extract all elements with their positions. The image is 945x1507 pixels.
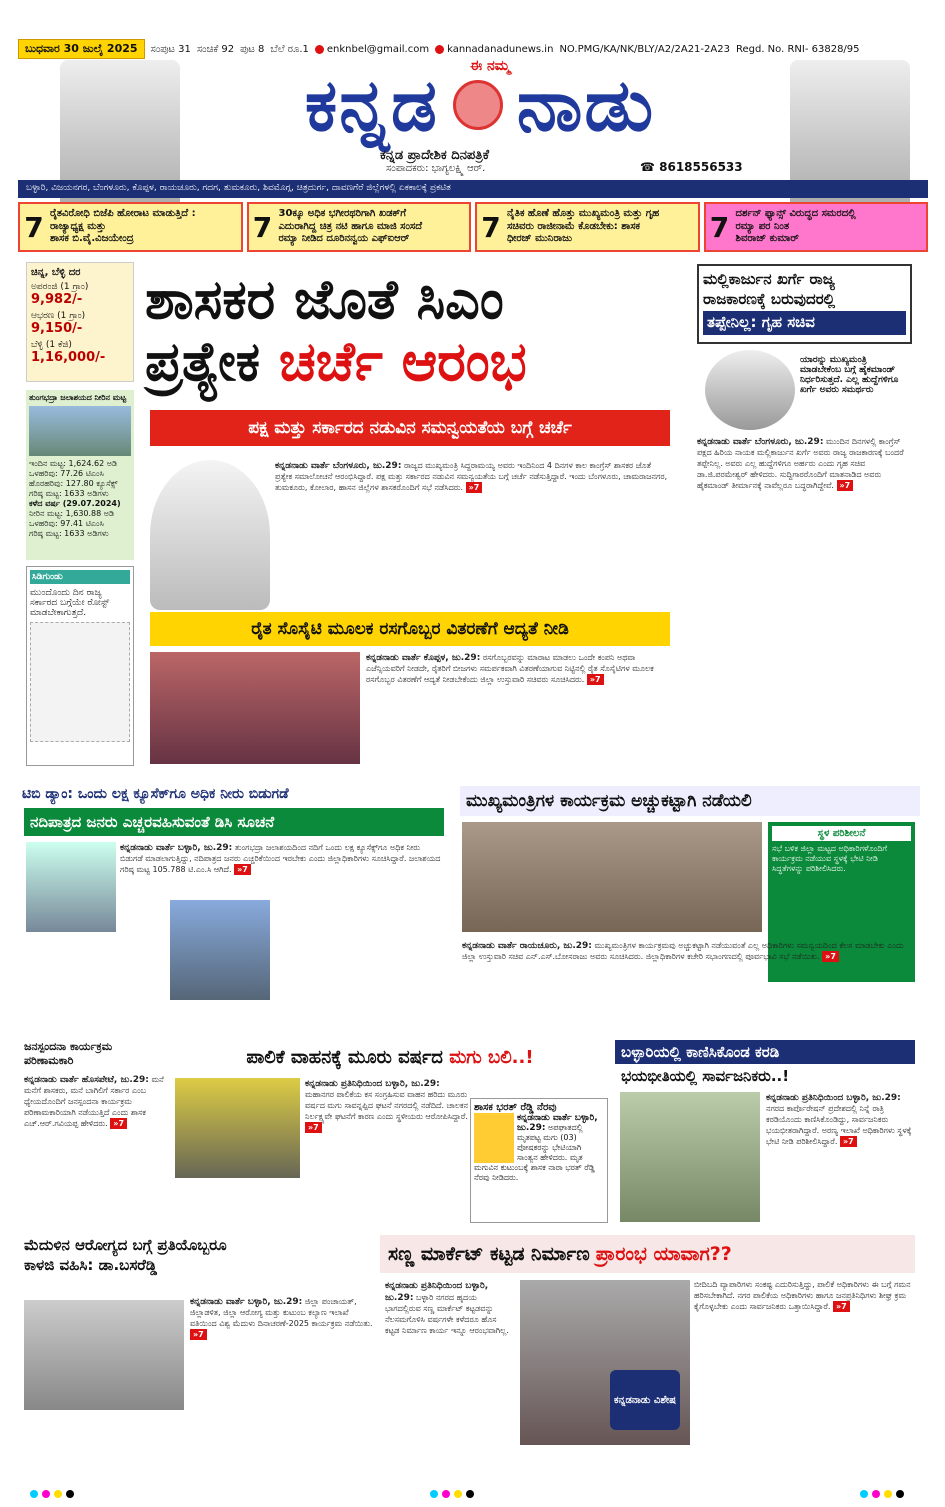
fertilizer-meeting-photo [150,652,360,764]
brain-health-body: ಕನ್ನಡನಾಡು ವಾರ್ತೆ ಬಳ್ಳಾರಿ, ಜು.29: ಜಿಲ್ಲಾ ಪಂಚಾಯತ್, ಜಿಲ್ಲಾಡಳಿತ, ಜಿಲ್ಲಾ ಆರೋಗ್ಯ ಮತ್ತು ಕುಟುಂಬ ಕಲ್ಯಾಣ ಇಲಾಖೆ ವತಿಯಿಂದ ವಿಶ್ವ ಮೆದುಳು ದಿನಾಚರಣೆ-2025 ಕಾರ್ಯಕ್ರಮ ನಡೆಯಿತು. »7 [190,1297,373,1339]
cm-program-title[interactable]: ಮುಖ್ಯಮಂತ್ರಿಗಳ ಕಾರ್ಯಕ್ರಮ ಅಚ್ಚುಕಟ್ಟಾಗಿ ನಡೆಯಲಿ [460,786,920,816]
lead-deck: ಪಕ್ಷ ಮತ್ತು ಸರ್ಕಾರದ ನಡುವಿನ ಸಮನ್ವಯತೆಯ ಬಗ್ಗೆ ಚರ್ಚೆ [150,410,670,446]
registration-marks-left [30,1490,74,1498]
page-count: ಪುಟ 8 [240,43,265,55]
market-body-2: ಬೀದಿಬದಿ ವ್ಯಾಪಾರಿಗಳು ಸಂಕಷ್ಟ ಎದುರಿಸುತ್ತಿದ್ದು, ಪಾಲಿಕೆ ಅಧಿಕಾರಿಗಳು ಈ ಬಗ್ಗೆ ಗಮನ ಹರಿಸಬೇಕಾಗಿದೆ. ನಗರ ಪಾಲಿಕೆಯ ಅಧಿಕಾರಿಗಳು ಹಾಗೂ ಜನಪ್ರತಿನಿಧಿಗಳು ಶೀಘ್ರ ಕ್ರಮ ಕೈಗೊಳ್ಳಬೇಕು ಎಂದು ಸಾರ್ವಜನಿಕರು ಒತ್ತಾಯಿಸಿದ್ದಾರೆ. »7 [694,1280,911,1311]
bharat-reddy-box: ಶಾಸಕ ಭರತ್ ರೆಡ್ಡಿ ನೆರವು ಕನ್ನಡನಾಡು ವಾರ್ತೆ ಬಳ್ಳಾರಿ, ಜು.29: ಅಪಘಾತದಲ್ಲಿ ಮೃತಪಟ್ಟ ಮಗು (03) ಪೋಷಕರನ್ನು ಭೇಟಿಯಾಗಿ ಸಾಂತ್ವನ ಹೇಳಿದರು. ಮೃತ ಮಗುವಿನ ಕುಟುಂಬಕ್ಕೆ ಶಾಸಕ ನಾರಾ ಭರತ್ ರೆಡ್ಡಿ ನೆರವು ನೀಡಿದರು. [470,1098,608,1223]
website-link[interactable]: kannadanadunews.in [435,44,553,55]
special-badge: ಕನ್ನಡನಾಡು ವಿಶೇಷ [610,1370,680,1430]
brain-health-headline[interactable]: ಮೆದುಳಿನ ಆರೋಗ್ಯದ ಬಗ್ಗೆ ಪ್ರತಿಯೊಬ್ಬರೂ ಕಾಳಜಿ ವಹಿಸಿ: ಡಾ.ಬಸರೆಡ್ಡಿ [24,1236,227,1275]
masthead-word-2: ನಾಡು [516,61,656,147]
cm-meeting-photo [462,822,762,932]
lead-body: ಕನ್ನಡನಾಡು ವಾರ್ತೆ ಬೆಂಗಳೂರು, ಜು.29: ರಾಜ್ಯದ ಮುಖ್ಯಮಂತ್ರಿ ಸಿದ್ದರಾಮಯ್ಯ ಅವರು ಇಂದಿನಿಂದ 4 ದಿನಗಳ ಕಾಲ ಕಾಂಗ್ರೆಸ್ ಶಾಸಕರ ಜೊತೆ ಪ್ರತ್ಯೇಕ ಸಮಾಲೋಚನೆ ಆರಂಭಿಸಿದ್ದಾರೆ. ಪಕ್ಷ ಮತ್ತು ಸರ್ಕಾರದ ನಡುವಿನ ಸಮನ್ವಯತೆಯ ಬಗ್ಗೆ ಚರ್ಚೆ ನಡೆಸುತ್ತಿದ್ದಾರೆ. ಇಂದು ಬೆಂಗಳೂರು, ಚಾಮರಾಜನಗರ, ತುಮಕೂರು, ಕೋಲಾರ, ಹಾಸನ ಜಿಲ್ಲೆಗಳ ಶಾಸಕರೊಂದಿಗೆ ಸಭೆ ನಡೆಸಿದರು. »7 [275,461,668,492]
promo-1[interactable]: 7 ರೈತವಿರೋಧಿ ಬಿಜೆಪಿ ಹೋರಾಟ ಮಾಡುತ್ತಿದೆ : ರಾಜ್ಯಾಧ್ಯಕ್ಷ ಮತ್ತು ಶಾಸಕ ಬಿ.ವೈ.ವಿಜಯೇಂದ್ರ [18,202,243,252]
kharge-headline[interactable]: ಮಲ್ಲಿಕಾರ್ಜುನ ಖರ್ಗೆ ರಾಜ್ಯ ರಾಜಕಾರಣಕ್ಕೆ ಬರುವುದರಲ್ಲಿ ತಪ್ಪೇನಿಲ್ಲ: ಗೃಹ ಸಚಿವ [697,264,912,344]
janaspandana-body: ಕನ್ನಡನಾಡು ವಾರ್ತೆ ಹೊಸಪೇಟೆ, ಜು.29: ಮನೆ ಮನೆಗೆ ಶಾಸಕರು, ಮನೆ ಬಾಗಿಲಿಗೆ ಸರ್ಕಾರ ಎಂಬ ಧ್ಯೇಯದೊಂದಿಗೆ ಜನಸ್ಪಂದನಾ ಕಾರ್ಯಕ್ರಮ ಪರಿಣಾಮಕಾರಿಯಾಗಿ ನಡೆಯುತ್ತಿದೆ ಎಂದು ಶಾಸಕ ಎಚ್.ಆರ್.ಗವಿಯಪ್ಪ ಹೇಳಿದರು. »7 [24,1075,164,1128]
cm-program-body: ಕನ್ನಡನಾಡು ವಾರ್ತೆ ರಾಯಚೂರು, ಜು.29: ಮುಖ್ಯಮಂತ್ರಿಗಳ ಕಾರ್ಯಕ್ರಮವು ಅಚ್ಚುಕಟ್ಟಾಗಿ ನಡೆಯುವಂತೆ ಎಲ್ಲ ಅಧಿಕಾರಿಗಳು ಸಮನ್ವಯದಿಂದ ಕೆಲಸ ಮಾಡಬೇಕು ಎಂದು ಜಿಲ್ಲಾ ಉಸ್ತುವಾರಿ ಸಚಿವ ಎನ್.ಎಸ್.ಬೋಸರಾಜು ಅವರು ಸೂಚಿಸಿದರು. ಜಿಲ್ಲಾಧಿಕಾರಿಗಳ ಕಚೇರಿ ಸಭಾಂಗಣದಲ್ಲಿ ಪೂರ್ವಭಾವಿ ಸಭೆ ನಡೆಯಿತು. »7 [462,941,904,962]
palike-body: ಕನ್ನಡನಾಡು ಪ್ರತಿನಿಧಿಯಿಂದ ಬಳ್ಳಾರಿ, ಜು.29: ಮಹಾನಗರ ಪಾಲಿಕೆಯ ಕಸ ಸಂಗ್ರಹಿಸುವ ವಾಹನ ಹರಿದು ಮೂರು ವರ್ಷದ ಮಗು ಸಾವನ್ನಪ್ಪಿದ ಘಟನೆ ನಗರದಲ್ಲಿ ನಡೆದಿದೆ. ಚಾಲಕನ ನಿರ್ಲಕ್ಷ್ಯವೇ ಘಟನೆಗೆ ಕಾರಣ ಎಂದು ಸ್ಥಳೀಯರು ಆರೋಪಿಸಿದ್ದಾರೆ. »7 [305,1079,469,1132]
bear-body: ಕನ್ನಡನಾಡು ಪ್ರತಿನಿಧಿಯಿಂದ ಬಳ್ಳಾರಿ, ಜು.29: ನಗರದ ಕಾರ್ಪೊರೇಷನ್ ಪ್ರದೇಶದಲ್ಲಿ ನಿನ್ನೆ ರಾತ್ರಿ ಕರಡಿಯೊಂದು ಕಾಣಿಸಿಕೊಂಡಿದ್ದು, ಸಾರ್ವಜನಿಕರು ಭಯಭೀತರಾಗಿದ್ದಾರೆ. ಅರಣ್ಯ ಇಲಾಖೆ ಅಧಿಕಾರಿಗಳು ಸ್ಥಳಕ್ಕೆ ಭೇಟಿ ನೀಡಿ ಪರಿಶೀಲಿಸಿದ್ದಾರೆ. »7 [766,1093,912,1146]
globe-icon [435,45,444,54]
tb-dam-body: ಕನ್ನಡನಾಡು ವಾರ್ತೆ ಬಳ್ಳಾರಿ, ಜು.29: ತುಂಗಭದ್ರಾ ಜಲಾಶಯದಿಂದ ನದಿಗೆ ಒಂದು ಲಕ್ಷ ಕ್ಯೂಸೆಕ್ಸ್‌ಗೂ ಅಧಿಕ ನೀರು ಬಿಡುಗಡೆ ಮಾಡಲಾಗುತ್ತಿದ್ದು, ನದಿಪಾತ್ರದ ಜನರು ಎಚ್ಚರಿಕೆಯಿಂದ ಇರಬೇಕು ಎಂದು ಜಿಲ್ಲಾಧಿಕಾರಿಗಳು ಸೂಚಿಸಿದ್ದಾರೆ. ಜಲಾಶಯದ ಗರಿಷ್ಠ ಮಟ್ಟ 105.788 ಟಿ.ಎಂ.ಸಿ ಆಗಿದೆ. »7 [120,843,441,874]
registration-marks-center [430,1490,474,1498]
bharat-reddy-photo [474,1113,514,1163]
masthead-subtitle: ಕನ್ನಡ ಪ್ರಾದೇಶಿಕ ದಿನಪತ್ರಿಕೆ [380,148,490,163]
market-body-1: ಕನ್ನಡನಾಡು ಪ್ರತಿನಿಧಿಯಿಂದ ಬಳ್ಳಾರಿ, ಜು.29: ಬಳ್ಳಾರಿ ನಗರದ ಹೃದಯ ಭಾಗದಲ್ಲಿರುವ ಸಣ್ಣ ಮಾರ್ಕೆಟ್ ಕಟ್ಟಡವನ್ನು ನೆಲಸಮಗೊಳಿಸಿ ವರ್ಷಗಳೇ ಕಳೆದರೂ ಹೊಸ ಕಟ್ಟಡ ನಿರ್ಮಾಣ ಕಾರ್ಯ ಇನ್ನೂ ಆರಂಭವಾಗಿಲ್ಲ. [385,1281,509,1335]
home-minister-photo [705,350,795,430]
promo-4[interactable]: 7 ದರ್ಶನ್ ಫ್ಯಾನ್ಸ್ ವಿರುದ್ಧದ ಸಮರದಲ್ಲಿ ರಮ್ಯಾ ಪರ ನಿಂತ ಶಿವರಾಜ್ ಕುಮಾರ್ [704,202,929,252]
bear-cctv-photo [620,1092,760,1222]
lead-headline[interactable]: ಶಾಸಕರ ಜೊತೆ ಸಿಎಂ ಪ್ರತ್ಯೇಕ ಚರ್ಚೆ ಆರಂಭ [145,267,527,394]
email-link[interactable]: enknbel@gmail.com [315,44,429,55]
gold-24k-price: ಅಪರಂಜಿ (1 ಗ್ರಾಂ) 9,982/- [31,282,89,307]
price-box-title: ಚಿನ್ನ, ಬೆಳ್ಳಿ ದರ [31,267,81,278]
state-map-emblem-icon [453,80,503,130]
garbage-truck-photo [175,1078,300,1178]
masthead-title [190,60,770,150]
brain-day-photo [24,1300,184,1410]
editor-line: ಸಂಪಾದಕರು: ಭಾಗ್ಯಲಕ್ಷ್ಮಿ ಆರ್. [386,163,486,174]
gold-silver-price-box [26,262,134,382]
cartoon-box [26,566,134,766]
registration-marks-right [860,1490,904,1498]
gold-22k-price: ಆಭರಣ (1 ಗ್ರಾಂ) 9,150/- [31,311,86,336]
rni-reg: Regd. No. RNI- 63828/95 [735,43,860,55]
price: ಬೆಲೆ ರೂ.1 [270,43,309,55]
masthead-word-1: ಕನ್ನಡ [304,61,439,147]
kharge-body: ಕನ್ನಡನಾಡು ವಾರ್ತೆ ಬೆಂಗಳೂರು, ಜು.29: ಮುಂದಿನ ದಿನಗಳಲ್ಲಿ ಕಾಂಗ್ರೆಸ್ ಪಕ್ಷದ ಹಿರಿಯ ನಾಯಕ ಮಲ್ಲಿಕಾರ್ಜುನ ಖರ್ಗೆ ಅವರು ರಾಜ್ಯ ರಾಜಕಾರಣಕ್ಕೆ ಬಂದರೆ ತಪ್ಪೇನಿಲ್ಲ. ಅವರು ಎಲ್ಲ ಹುದ್ದೆಗಳಿಗೂ ಅರ್ಹರು ಎಂದು ಗೃಹ ಸಚಿವ ಡಾ.ಜಿ.ಪರಮೇಶ್ವರ್ ಹೇಳಿದರು. ಸುದ್ದಿಗಾರರೊಂದಿಗೆ ಮಾತನಾಡಿದ ಅವರು ಹೈಕಮಾಂಡ್ ತೀರ್ಮಾನಕ್ಕೆ ನಾವೆಲ್ಲರೂ ಬದ್ಧರಾಗಿದ್ದೇವೆ. »7 [697,437,904,490]
cm-portrait [150,460,270,610]
issue-date: ಬುಧವಾರ 30 ಜುಲೈ 2025 [18,39,145,59]
issue-number: ಸಂಚಿಕೆ 92 [196,43,235,55]
promo-3[interactable]: 7 ನೈತಿಕ ಹೊಣೆ ಹೊತ್ತು ಮುಖ್ಯಮಂತ್ರಿ ಮತ್ತು ಗೃಹ ಸಚಿವರು ರಾಜೀನಾಮೆ ಕೊಡಬೇಕು: ಶಾಸಕ ಧೀರಜ್ ಮುನಿರಾಜು [475,202,700,252]
cartoon-caption: ಮುಂದೊಂದು ದಿನ ರಾಜ್ಯ ಸರ್ಕಾರದ ಬಗ್ಗೆಯೇ ರೋಸ್ಟ್ ಮಾಡಬೇಕಾಗುತ್ತದೆ. [30,588,110,618]
fertilizer-body: ಕನ್ನಡನಾಡು ವಾರ್ತೆ ಕೊಪ್ಪಳ, ಜು.29: ರಸಗೊಬ್ಬರವನ್ನು ಮಾರಾಟ ಮಾಡಲು ಒಂದೇ ಕಂಪನಿ ಅಥವಾ ಎಜೆನ್ಸಿಯವರಿಗೆ ನೀಡದೇ, ರೈತರಿಗೆ ಬೀಜಗಳು ಸಮರ್ಪಕವಾಗಿ ವಿತರಣೆಯಾಗುವ ನಿಟ್ಟಿನಲ್ಲಿ ರೈತ ಸೊಸೈಟಿಗಳ ಮೂಲಕ ರಸಗೊಬ್ಬರ ವಿತರಣೆಗೆ ಆದ್ಯತೆ ನೀಡಬೇಕೆಂದು ಜಿಲ್ಲಾ ಉಸ್ತುವಾರಿ ಸಚಿವರು ಸೂಚಿಸಿದರು. »7 [366,653,654,684]
fertilizer-headline[interactable]: ರೈತ ಸೊಸೈಟಿ ಮೂಲಕ ರಸಗೊಬ್ಬರ ವಿತರಣೆಗೆ ಆದ್ಯತೆ ನೀಡಿ [150,612,670,646]
cartoon-drawing [30,622,130,742]
continued-link[interactable]: »7 [466,482,483,493]
tb-dam-bar: ನದಿಪಾತ್ರದ ಜನರು ಎಚ್ಚರವಹಿಸುವಂತೆ ಡಿಸಿ ಸೂಚನೆ [24,808,444,836]
promo-2[interactable]: 7 30ಕ್ಕೂ ಅಧಿಕ ಭಗೀರಥರಿಗಾಗಿ ಖಡಕ್‌ಗೆ ಎದುರಾಗಿದ್ದ ಚಿತ್ರ ನಟಿ ಹಾಗೂ ಮಾಜಿ ಸಂಸದೆ ರಮ್ಯಾ ನೀಡಿದ ದೂರಿನನ್ವಯ ಎಫ್‌ಐಆರ್ [247,202,472,252]
mail-icon [315,45,324,54]
volume: ಸಂಪುಟ 31 [150,43,191,55]
whatsapp-phone[interactable]: ☎ 8618556533 [640,160,743,174]
tagline: ಈ ನಮ್ಮ [470,58,511,74]
inspection-box: ಸ್ಥಳ ಪರಿಶೀಲನೆ ಸಭೆ ಬಳಿಕ ಜಿಲ್ಲಾ ಮಟ್ಟದ ಅಧಿಕಾರಿಗಳೊಂದಿಗೆ ಕಾರ್ಯಕ್ರಮ ನಡೆಯುವ ಸ್ಥಳಕ್ಕೆ ಭೇಟಿ ನೀಡಿ ಸಿದ್ಧತೆಗಳನ್ನು ಪರಿಶೀಲಿಸಿದರು. [768,822,915,982]
postal-reg: NO.PMG/KA/NK/BLY/A2/2A21-2A23 [559,43,730,55]
promo-row [18,202,928,252]
dam-photo [29,406,131,456]
tb-dam-title[interactable]: ಟಿಬಿ ಡ್ಯಾಂ: ಒಂದು ಲಕ್ಷ ಕ್ಯೂಸೆಕ್‌ಗೂ ಅಧಿಕ ನೀರು ಬಿಡುಗಡೆ [22,786,289,802]
kharge-quote: ಯಾರನ್ನು ಮುಖ್ಯಮಂತ್ರಿ ಮಾಡಬೇಕೆಂಬ ಬಗ್ಗೆ ಹೈಕಮಾಂಡ್ ನಿರ್ಧರಿಸುತ್ತದೆ. ಎಲ್ಲ ಹುದ್ದೆಗಳಿಗೂ ಖರ್ಗೆ ಅವರು ಸಮರ್ಥರು [800,355,899,395]
dam-level-box: ತುಂಗಭದ್ರಾ ಜಲಾಶಯದ ನೀರಿನ ಮಟ್ಟ ಇಂದಿನ ಮಟ್ಟ: 1,624.62 ಅಡಿ ಒಳಹರಿವು: 77.26 ಟಿಎಂಸಿ ಹೊರಹರಿವು: 127.80 ಕ್ಯೂಸೆಕ್ಸ್ ಗರಿಷ್ಠ ಮಟ್ಟ: 1633 ಅಡಿಗಳು ಕಳೆದ ವರ್ಷ (29.07.2024) ನೀರಿನ ಮಟ್ಟ: 1,630.88 ಅಡಿ ಒಳಹರಿವು: 97.41 ಟಿಎಂಸಿ ಗರಿಷ್ಠ ಮಟ್ಟ: 1633 ಅಡಿಗಳು [26,390,134,560]
janaspandana-title[interactable]: ಜನಸ್ಪಂದನಾ ಕಾರ್ಯಕ್ರಮ ಪರಿಣಾಮಕಾರಿ [24,1040,113,1067]
palike-headline[interactable]: ಪಾಲಿಕೆ ವಾಹನಕ್ಕೆ ಮೂರು ವರ್ಷದ ಮಗು ಬಲಿ..! [246,1046,534,1068]
cartoon-title: ಸಿಡಿಗುಂಡು [30,570,130,584]
top-strip [18,38,928,60]
silver-price: ಬೆಳ್ಳಿ (1 ಕೆಜಿ) 1,16,000/- [31,340,106,365]
market-headline[interactable]: ಸಣ್ಣ ಮಾರ್ಕೆಟ್ ಕಟ್ಟಡ ನಿರ್ಮಾಣ ಪ್ರಾರಂಭ ಯಾವಾಗ?? [380,1235,915,1273]
district-bar: ಬಳ್ಳಾರಿ, ವಿಜಯನಗರ, ಬೆಂಗಳೂರು, ಕೊಪ್ಪಳ, ರಾಯಚೂರು, ಗದಗ, ತುಮಕೂರು, ಶಿವಮೊಗ್ಗ, ಚಿತ್ರದುರ್ಗ, ದಾವಣಗೆರೆ ಜಿಲ್ಲೆಗಳಲ್ಲಿ ಏಕಕಾಲಕ್ಕೆ ಪ್ರಕಟಿತ [18,180,928,198]
bear-headline[interactable]: ಬಳ್ಳಾರಿಯಲ್ಲಿ ಕಾಣಿಸಿಕೊಂಡ ಕರಡಿ ಭಯಭೀತಿಯಲ್ಲಿ ಸಾರ್ವಜನಿಕರು..! [615,1040,915,1088]
dc-photo [26,842,116,932]
